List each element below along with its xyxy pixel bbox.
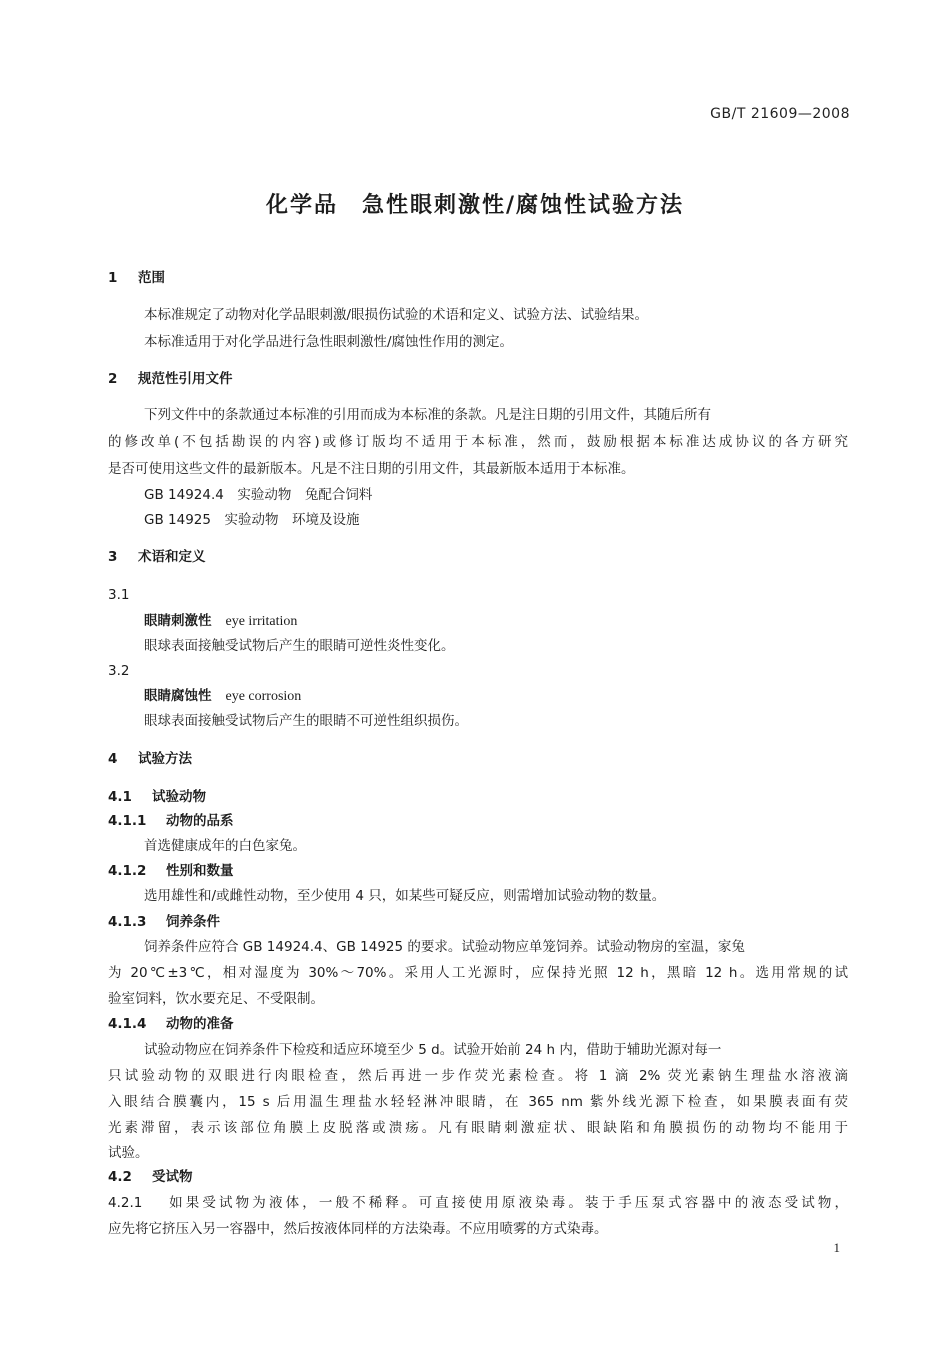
paragraph-line: 光素滞留，表示该部位角膜上皮脱落或溃疡。凡有眼睛刺激症状、眼缺陷和角膜损伤的动物均不能用于 <box>108 1120 848 1136</box>
section-number: 1 <box>108 270 118 286</box>
subsection-heading <box>108 861 234 881</box>
term-entry <box>144 686 301 707</box>
paragraph-line: 试验动物应在饲养条件下检疫和适应环境至少 5 d。试验开始前 24 h 内，借助于辅助光源对每一 <box>144 1042 722 1058</box>
paragraph-line <box>108 1193 848 1213</box>
section-number: 3 <box>108 549 118 565</box>
term-chinese: 眼睛刺激性 <box>144 613 212 629</box>
paragraph-line: 试验。 <box>108 1145 149 1161</box>
paragraph: 本标准适用于对化学品进行急性眼刺激性/腐蚀性作用的测定。 <box>144 334 514 350</box>
section-1-heading <box>108 268 165 288</box>
paragraph: 本标准规定了动物对化学品眼刺激/眼损伤试验的术语和定义、试验方法、试验结果。 <box>144 307 649 323</box>
subsection-title: 动物的品系 <box>166 813 234 829</box>
paragraph: 首选健康成年的白色家兔。 <box>144 838 306 854</box>
section-title: 术语和定义 <box>138 549 206 565</box>
subsection-title: 动物的准备 <box>166 1016 234 1032</box>
paragraph-line: 验室饲料，饮水要充足、不受限制。 <box>108 991 324 1007</box>
paragraph-line: 下列文件中的条款通过本标准的引用而成为本标准的条款。凡是注日期的引用文件，其随后所有 <box>144 407 711 423</box>
standard-code: GB/T 21609—2008 <box>710 106 850 122</box>
term-number: 3.2 <box>108 663 130 679</box>
subsection-number: 4.1 <box>108 789 132 805</box>
paragraph-line: 是否可使用这些文件的最新版本。凡是不注日期的引用文件，其最新版本适用于本标准。 <box>108 461 635 477</box>
section-4-heading <box>108 749 192 769</box>
term-definition: 眼球表面接触受试物后产生的眼睛不可逆性组织损伤。 <box>144 713 468 729</box>
subsection-heading <box>108 912 220 932</box>
paragraph-line: 的修改单(不包括勘误的内容)或修订版均不适用于本标准，然而，鼓励根据本标准达成协议的各方研究 <box>108 434 848 450</box>
section-title: 试验方法 <box>138 751 192 767</box>
subsection-title: 试验动物 <box>152 789 206 805</box>
term-entry <box>144 611 297 632</box>
paragraph-line: 为 20℃±3℃，相对湿度为 30%～70%。采用人工光源时，应保持光照 12 h，黑暗 12 h。选用常规的试 <box>108 965 848 981</box>
paragraph-line: 入眼结合膜囊内，15 s 后用温生理盐水轻轻淋冲眼睛，在 365 nm 紫外线光源下检查，如果膜表面有荧 <box>108 1094 848 1110</box>
subsection-title: 性别和数量 <box>166 863 234 879</box>
section-3-heading <box>108 547 206 567</box>
term-english: eye corrosion <box>225 689 302 704</box>
subsection-heading <box>108 1014 234 1034</box>
section-number: 4 <box>108 751 118 767</box>
subsection-number: 4.2 <box>108 1169 132 1185</box>
clause-text: 如果受试物为液体，一般不稀释。可直接使用原液染毒。装于手压泵式容器中的液态受试物， <box>166 1195 848 1211</box>
subsection-title: 受试物 <box>152 1169 193 1185</box>
section-2-heading <box>108 369 233 389</box>
paragraph-line: 应先将它挤压入另一容器中，然后按液体同样的方法染毒。不应用喷雾的方式染毒。 <box>108 1221 608 1237</box>
term-definition: 眼球表面接触受试物后产生的眼睛可逆性炎性变化。 <box>144 638 455 654</box>
term-chinese: 眼睛腐蚀性 <box>144 688 212 704</box>
subsection-number: 4.1.1 <box>108 813 147 829</box>
paragraph-line: 只试验动物的双眼进行肉眼检查，然后再进一步作荧光素检查。将 1 滴 2% 荧光素钠生理盐水溶液滴 <box>108 1068 848 1084</box>
page-number: 1 <box>833 1240 840 1255</box>
subsection-heading <box>108 1167 193 1187</box>
paragraph: 选用雄性和/或雌性动物，至少使用 4 只，如某些可疑反应，则需增加试验动物的数量。 <box>144 888 666 904</box>
subsection-number: 4.1.2 <box>108 863 147 879</box>
term-number: 3.1 <box>108 587 130 603</box>
term-english: eye irritation <box>225 614 298 629</box>
paragraph-line: 饲养条件应符合 GB 14924.4、GB 14925 的要求。试验动物应单笼饲养。试验动物房的室温，家兔 <box>144 939 745 955</box>
subsection-heading <box>108 787 206 807</box>
subsection-number: 4.1.3 <box>108 914 147 930</box>
section-number: 2 <box>108 371 118 387</box>
subsection-title: 饲养条件 <box>166 914 220 930</box>
normative-reference: GB 14925 实验动物 环境及设施 <box>144 512 360 528</box>
subsection-number: 4.1.4 <box>108 1016 147 1032</box>
subsection-heading <box>108 811 234 831</box>
section-title: 范围 <box>138 270 165 286</box>
normative-reference: GB 14924.4 实验动物 兔配合饲料 <box>144 487 373 503</box>
clause-number: 4.2.1 <box>108 1195 143 1211</box>
page-title: 化学品 急性眼刺激性/腐蚀性试验方法 <box>265 193 685 218</box>
section-title: 规范性引用文件 <box>138 371 233 387</box>
